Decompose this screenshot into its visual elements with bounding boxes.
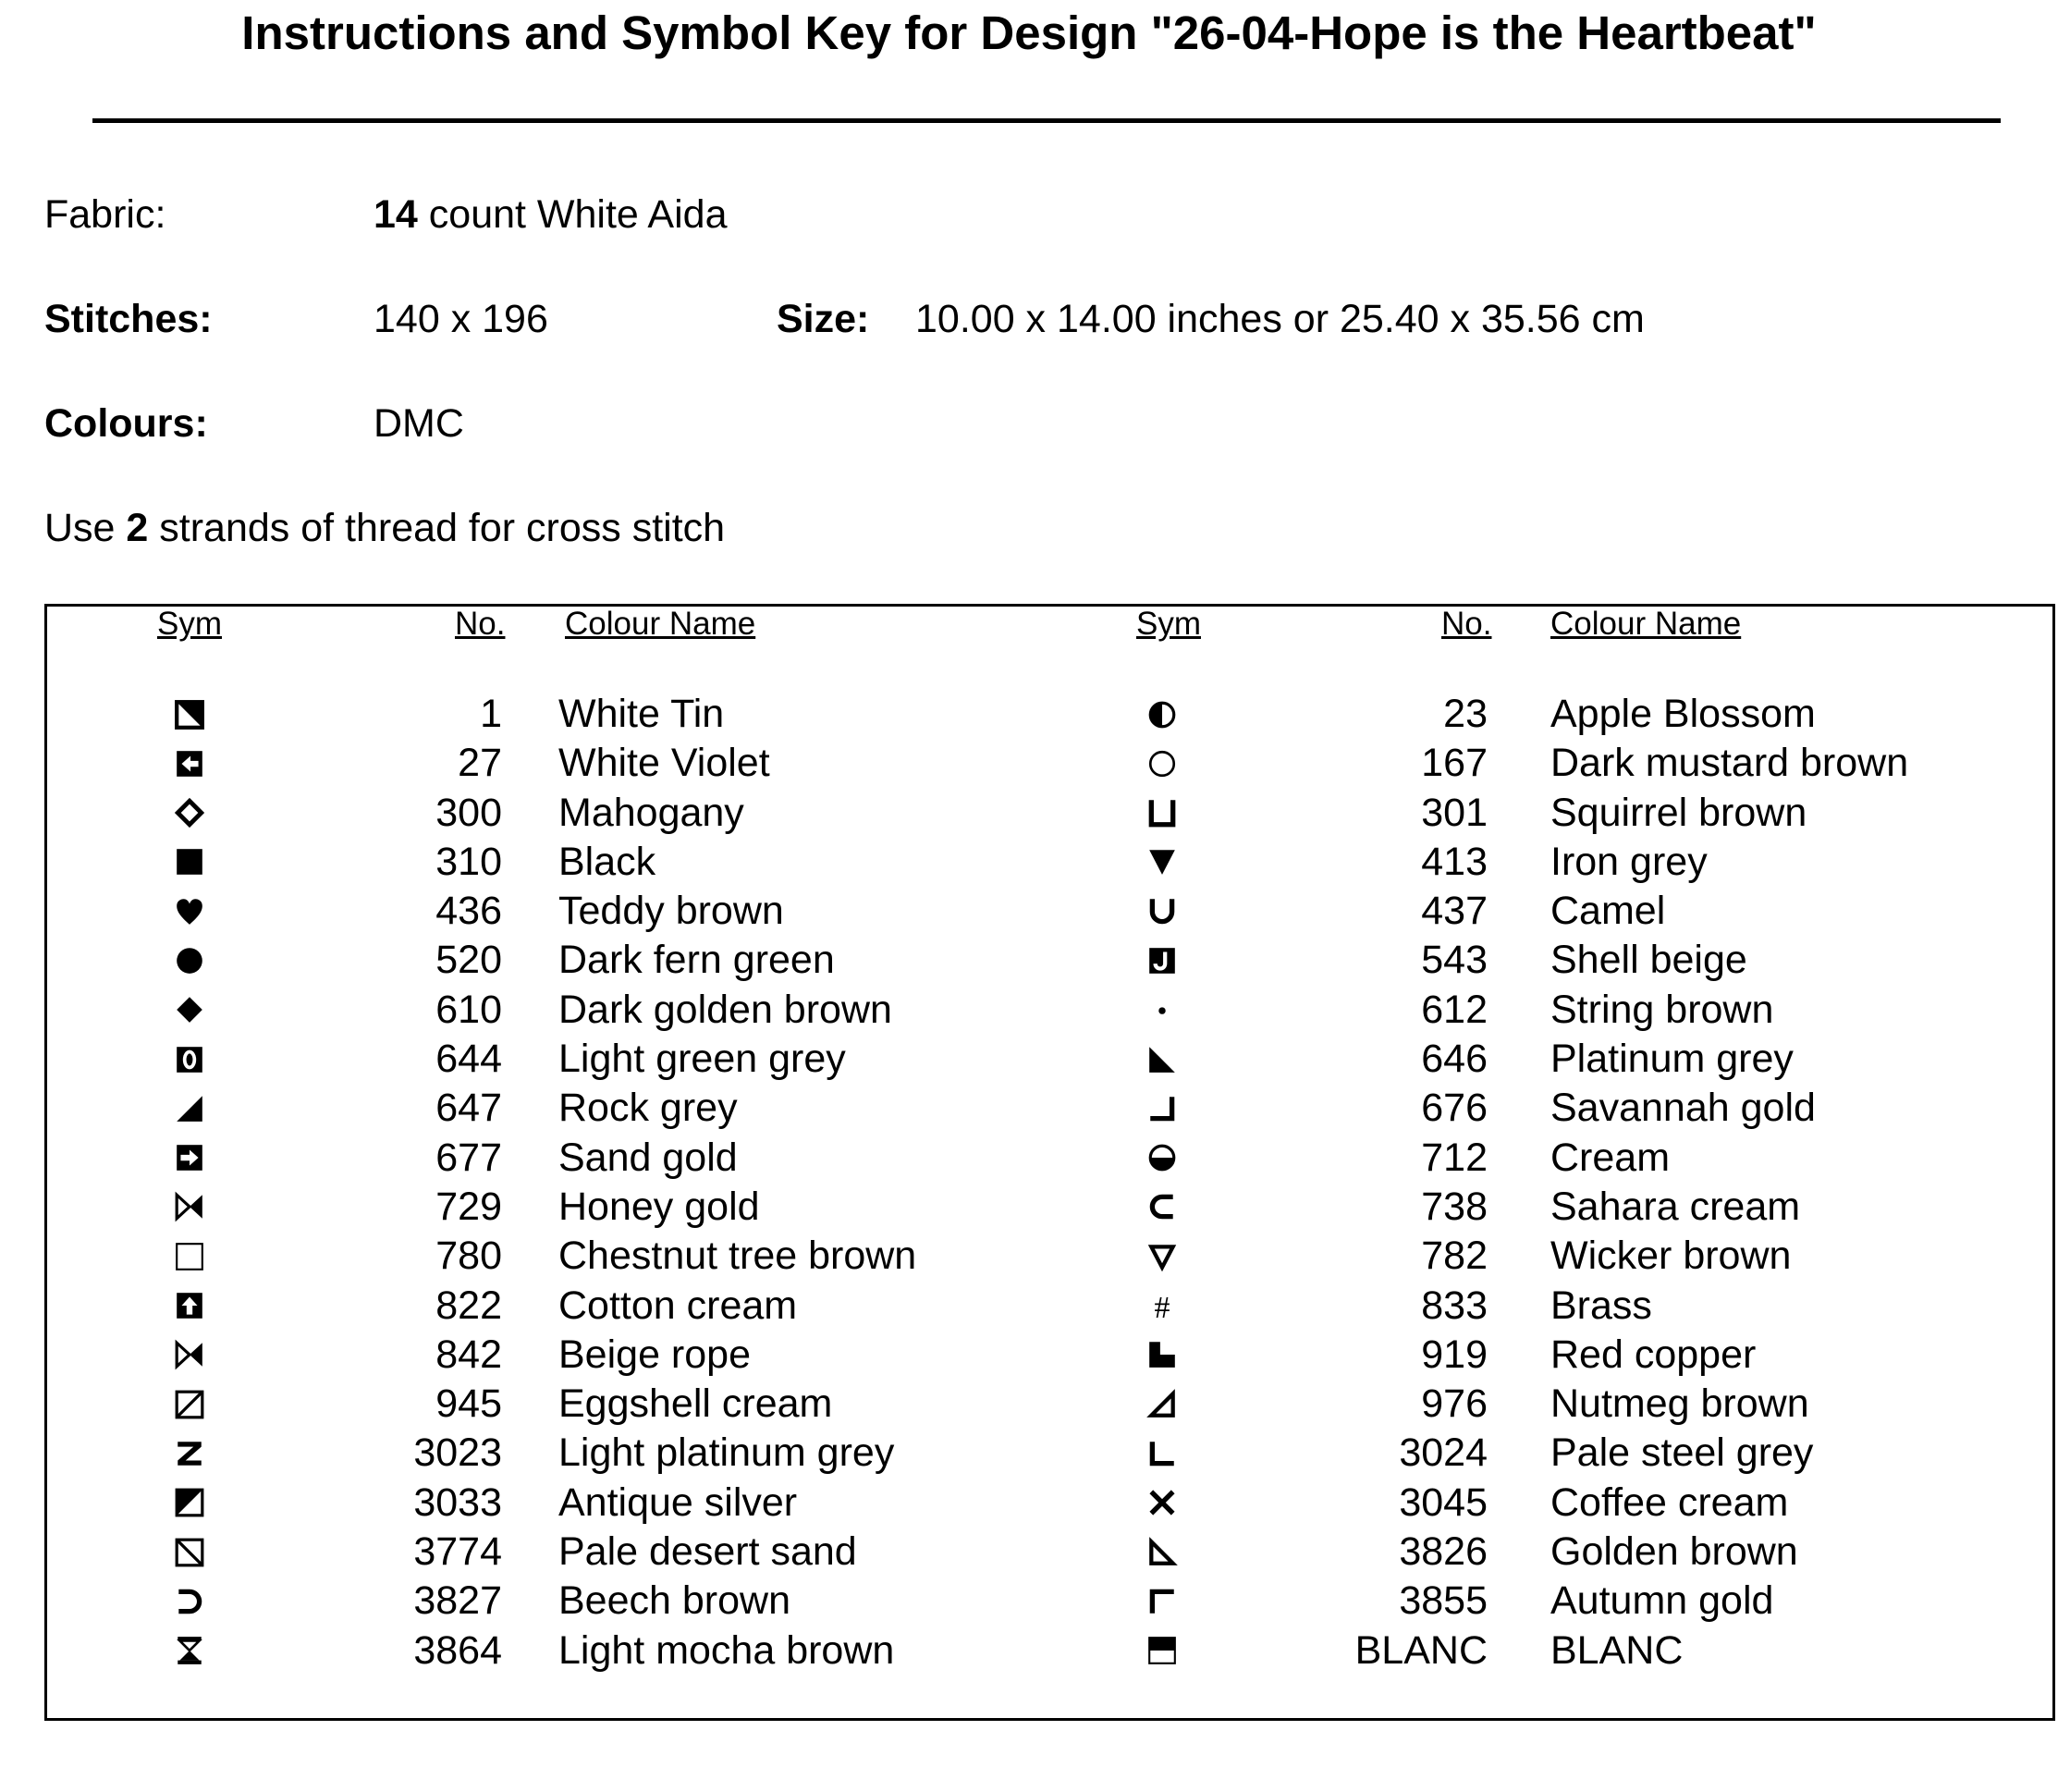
bracket-u-square-icon (1139, 789, 1185, 838)
dmc-number: 3826 (1399, 1529, 1488, 1575)
dmc-number: 738 (1421, 1184, 1488, 1229)
square-outline-icon (166, 1232, 213, 1281)
colour-name: White Tin (558, 692, 725, 736)
dot-icon (1139, 986, 1185, 1035)
dmc-number: 833 (1421, 1283, 1488, 1328)
dmc-number: 676 (1421, 1086, 1488, 1131)
dmc-number: 301 (1421, 790, 1488, 835)
dmc-number: 167 (1421, 741, 1488, 786)
fabric-text: count White Aida (417, 192, 728, 237)
colours-label: Colours: (44, 401, 208, 446)
colour-name: Golden brown (1550, 1529, 1798, 1575)
dmc-number: 413 (1421, 839, 1488, 884)
dmc-number: 782 (1421, 1234, 1488, 1279)
dmc-number: 3774 (413, 1529, 502, 1575)
cup-up-icon (1139, 887, 1185, 936)
colour-name: Dark fern green (558, 938, 835, 983)
colour-name: Honey gold (558, 1184, 760, 1229)
colour-name: String brown (1550, 987, 1774, 1032)
colour-name: Camel (1550, 889, 1666, 934)
dmc-number: 300 (435, 790, 502, 835)
arrow-left-square-icon (166, 739, 213, 788)
square-half-diagonal-icon (166, 1479, 213, 1528)
x-mark-icon (1139, 1479, 1185, 1528)
triangle-br-filled-icon (166, 1084, 213, 1133)
circle-filled-icon (166, 936, 213, 985)
dmc-number: BLANC (1354, 1627, 1488, 1673)
colours-value: DMC (374, 401, 464, 446)
colour-name: Beige rope (558, 1332, 751, 1377)
dmc-number: 976 (1421, 1381, 1488, 1427)
colour-name: Autumn gold (1550, 1578, 1774, 1624)
colour-name: Light green grey (558, 1037, 846, 1082)
cup-left-icon (1139, 1183, 1185, 1232)
diamond-filled-icon (166, 986, 213, 1035)
arrow-up-square-icon (166, 1282, 213, 1331)
colour-name: Iron grey (1550, 839, 1708, 884)
colour-name: Black (558, 839, 656, 884)
dmc-number: 3024 (1399, 1430, 1488, 1476)
colour-name: Squirrel brown (1550, 790, 1807, 835)
colour-name: Rock grey (558, 1086, 738, 1131)
square-diagonal-tl-icon (166, 690, 213, 739)
letter-z-icon (166, 1429, 213, 1478)
hourglass-icon (166, 1626, 213, 1675)
dmc-number: 644 (435, 1037, 502, 1082)
colour-name: Nutmeg brown (1550, 1381, 1809, 1427)
dmc-number: 1 (480, 692, 502, 736)
dmc-number: 945 (435, 1381, 502, 1427)
dmc-number: 3033 (413, 1479, 502, 1525)
l-block-icon (1139, 1331, 1185, 1380)
triangle-down-outline-icon (1139, 1232, 1185, 1281)
dmc-number: 23 (1443, 692, 1488, 736)
stitches-value: 140 x 196 (374, 297, 548, 341)
page-title: Instructions and Symbol Key for Design "26-04-Hope is the Heartbeat" (241, 6, 1817, 59)
dmc-number: 612 (1421, 987, 1488, 1032)
colour-name: Platinum grey (1550, 1037, 1794, 1082)
colour-name: Light platinum grey (558, 1430, 895, 1476)
dmc-number: 3023 (413, 1430, 502, 1476)
dmc-number: 842 (435, 1332, 502, 1377)
header-name-right: Colour Name (1550, 606, 1742, 642)
colour-name: Coffee cream (1550, 1479, 1789, 1525)
corner-bl-icon (1139, 1429, 1185, 1478)
dmc-number: 543 (1421, 938, 1488, 983)
dmc-number: 780 (435, 1234, 502, 1279)
dmc-number: 647 (435, 1086, 502, 1131)
colour-name: Teddy brown (558, 889, 784, 934)
square-half-top-icon (1139, 1626, 1185, 1675)
colour-name: BLANC (1550, 1627, 1684, 1673)
strands-instruction (44, 504, 725, 552)
size-label: Size: (777, 297, 870, 341)
colour-name: Wicker brown (1550, 1234, 1792, 1279)
stitches-label: Stitches: (44, 297, 213, 341)
colour-name: Shell beige (1550, 938, 1747, 983)
colour-name: Dark golden brown (558, 987, 892, 1032)
dmc-number: 712 (1421, 1135, 1488, 1180)
dmc-number: 520 (435, 938, 502, 983)
fabric-value (374, 190, 727, 239)
triangle-br-outline-icon (1139, 1380, 1185, 1429)
hash-icon (1139, 1282, 1185, 1331)
header-sym-left: Sym (157, 606, 222, 642)
colour-name: Apple Blossom (1550, 692, 1816, 736)
fabric-count: 14 (374, 192, 418, 237)
dmc-number: 3855 (1399, 1578, 1488, 1624)
dmc-number: 3864 (413, 1627, 502, 1673)
dmc-number: 729 (435, 1184, 502, 1229)
header-no-left: No. (455, 606, 506, 642)
svg-text:#: # (1154, 1290, 1170, 1322)
bowtie-icon (166, 1331, 213, 1380)
colour-name: Antique silver (558, 1479, 798, 1525)
dmc-number: 610 (435, 987, 502, 1032)
corner-br-icon (1139, 1084, 1185, 1133)
zero-square-icon (166, 1035, 213, 1084)
colour-name: Mahogany (558, 790, 744, 835)
dmc-number: 310 (435, 839, 502, 884)
colour-name: Dark mustard brown (1550, 741, 1909, 786)
header-sym-right: Sym (1136, 606, 1201, 642)
dmc-number: 919 (1421, 1332, 1488, 1377)
triangle-bl-filled-icon (1139, 1035, 1185, 1084)
colour-name: Sand gold (558, 1135, 738, 1180)
colour-name: Pale desert sand (558, 1529, 857, 1575)
dmc-number: 646 (1421, 1037, 1488, 1082)
dmc-number: 3827 (413, 1578, 502, 1624)
triangle-bl-outline-icon (1139, 1528, 1185, 1577)
colour-name: Beech brown (558, 1578, 790, 1624)
colour-name: Sahara cream (1550, 1184, 1801, 1229)
header-no-right: No. (1441, 606, 1492, 642)
colour-name: Savannah gold (1550, 1086, 1816, 1131)
colour-name: Eggshell cream (558, 1381, 833, 1427)
diamond-outline-icon (166, 789, 213, 838)
colour-name: Red copper (1550, 1332, 1757, 1377)
strands-prefix: Use (44, 506, 127, 550)
fabric-label: Fabric: (44, 192, 166, 237)
cup-right-icon (166, 1577, 213, 1626)
square-backslash-icon (166, 1528, 213, 1577)
dmc-number: 3045 (1399, 1479, 1488, 1525)
colour-name: Cotton cream (558, 1283, 798, 1328)
size-value: 10.00 x 14.00 inches or 25.40 x 35.56 cm (915, 297, 1645, 341)
circle-half-left-icon (1139, 690, 1185, 739)
square-filled-icon (166, 838, 213, 887)
corner-tl-icon (1139, 1577, 1185, 1626)
triangle-down-filled-icon (1139, 838, 1185, 887)
dmc-number: 436 (435, 889, 502, 934)
colour-name: Brass (1550, 1283, 1652, 1328)
letter-j-square-icon (1139, 936, 1185, 985)
dmc-number: 822 (435, 1283, 502, 1328)
dmc-number: 437 (1421, 889, 1488, 934)
colour-name: White Violet (558, 741, 770, 786)
circle-half-bottom-icon (1139, 1134, 1185, 1183)
dmc-number: 677 (435, 1135, 502, 1180)
square-slash-icon (166, 1380, 213, 1429)
title-underline (92, 118, 2001, 123)
colour-name: Light mocha brown (558, 1627, 895, 1673)
heart-icon (166, 887, 213, 936)
bowtie-icon (166, 1183, 213, 1232)
colour-name: Chestnut tree brown (558, 1234, 917, 1279)
strands-count: 2 (126, 506, 149, 550)
circle-outline-icon (1139, 739, 1185, 788)
arrow-right-square-icon (166, 1134, 213, 1183)
header-name-left: Colour Name (565, 606, 756, 642)
colour-name: Pale steel grey (1550, 1430, 1814, 1476)
dmc-number: 27 (458, 741, 502, 786)
colour-name: Cream (1550, 1135, 1671, 1180)
strands-suffix: strands of thread for cross stitch (148, 506, 726, 550)
